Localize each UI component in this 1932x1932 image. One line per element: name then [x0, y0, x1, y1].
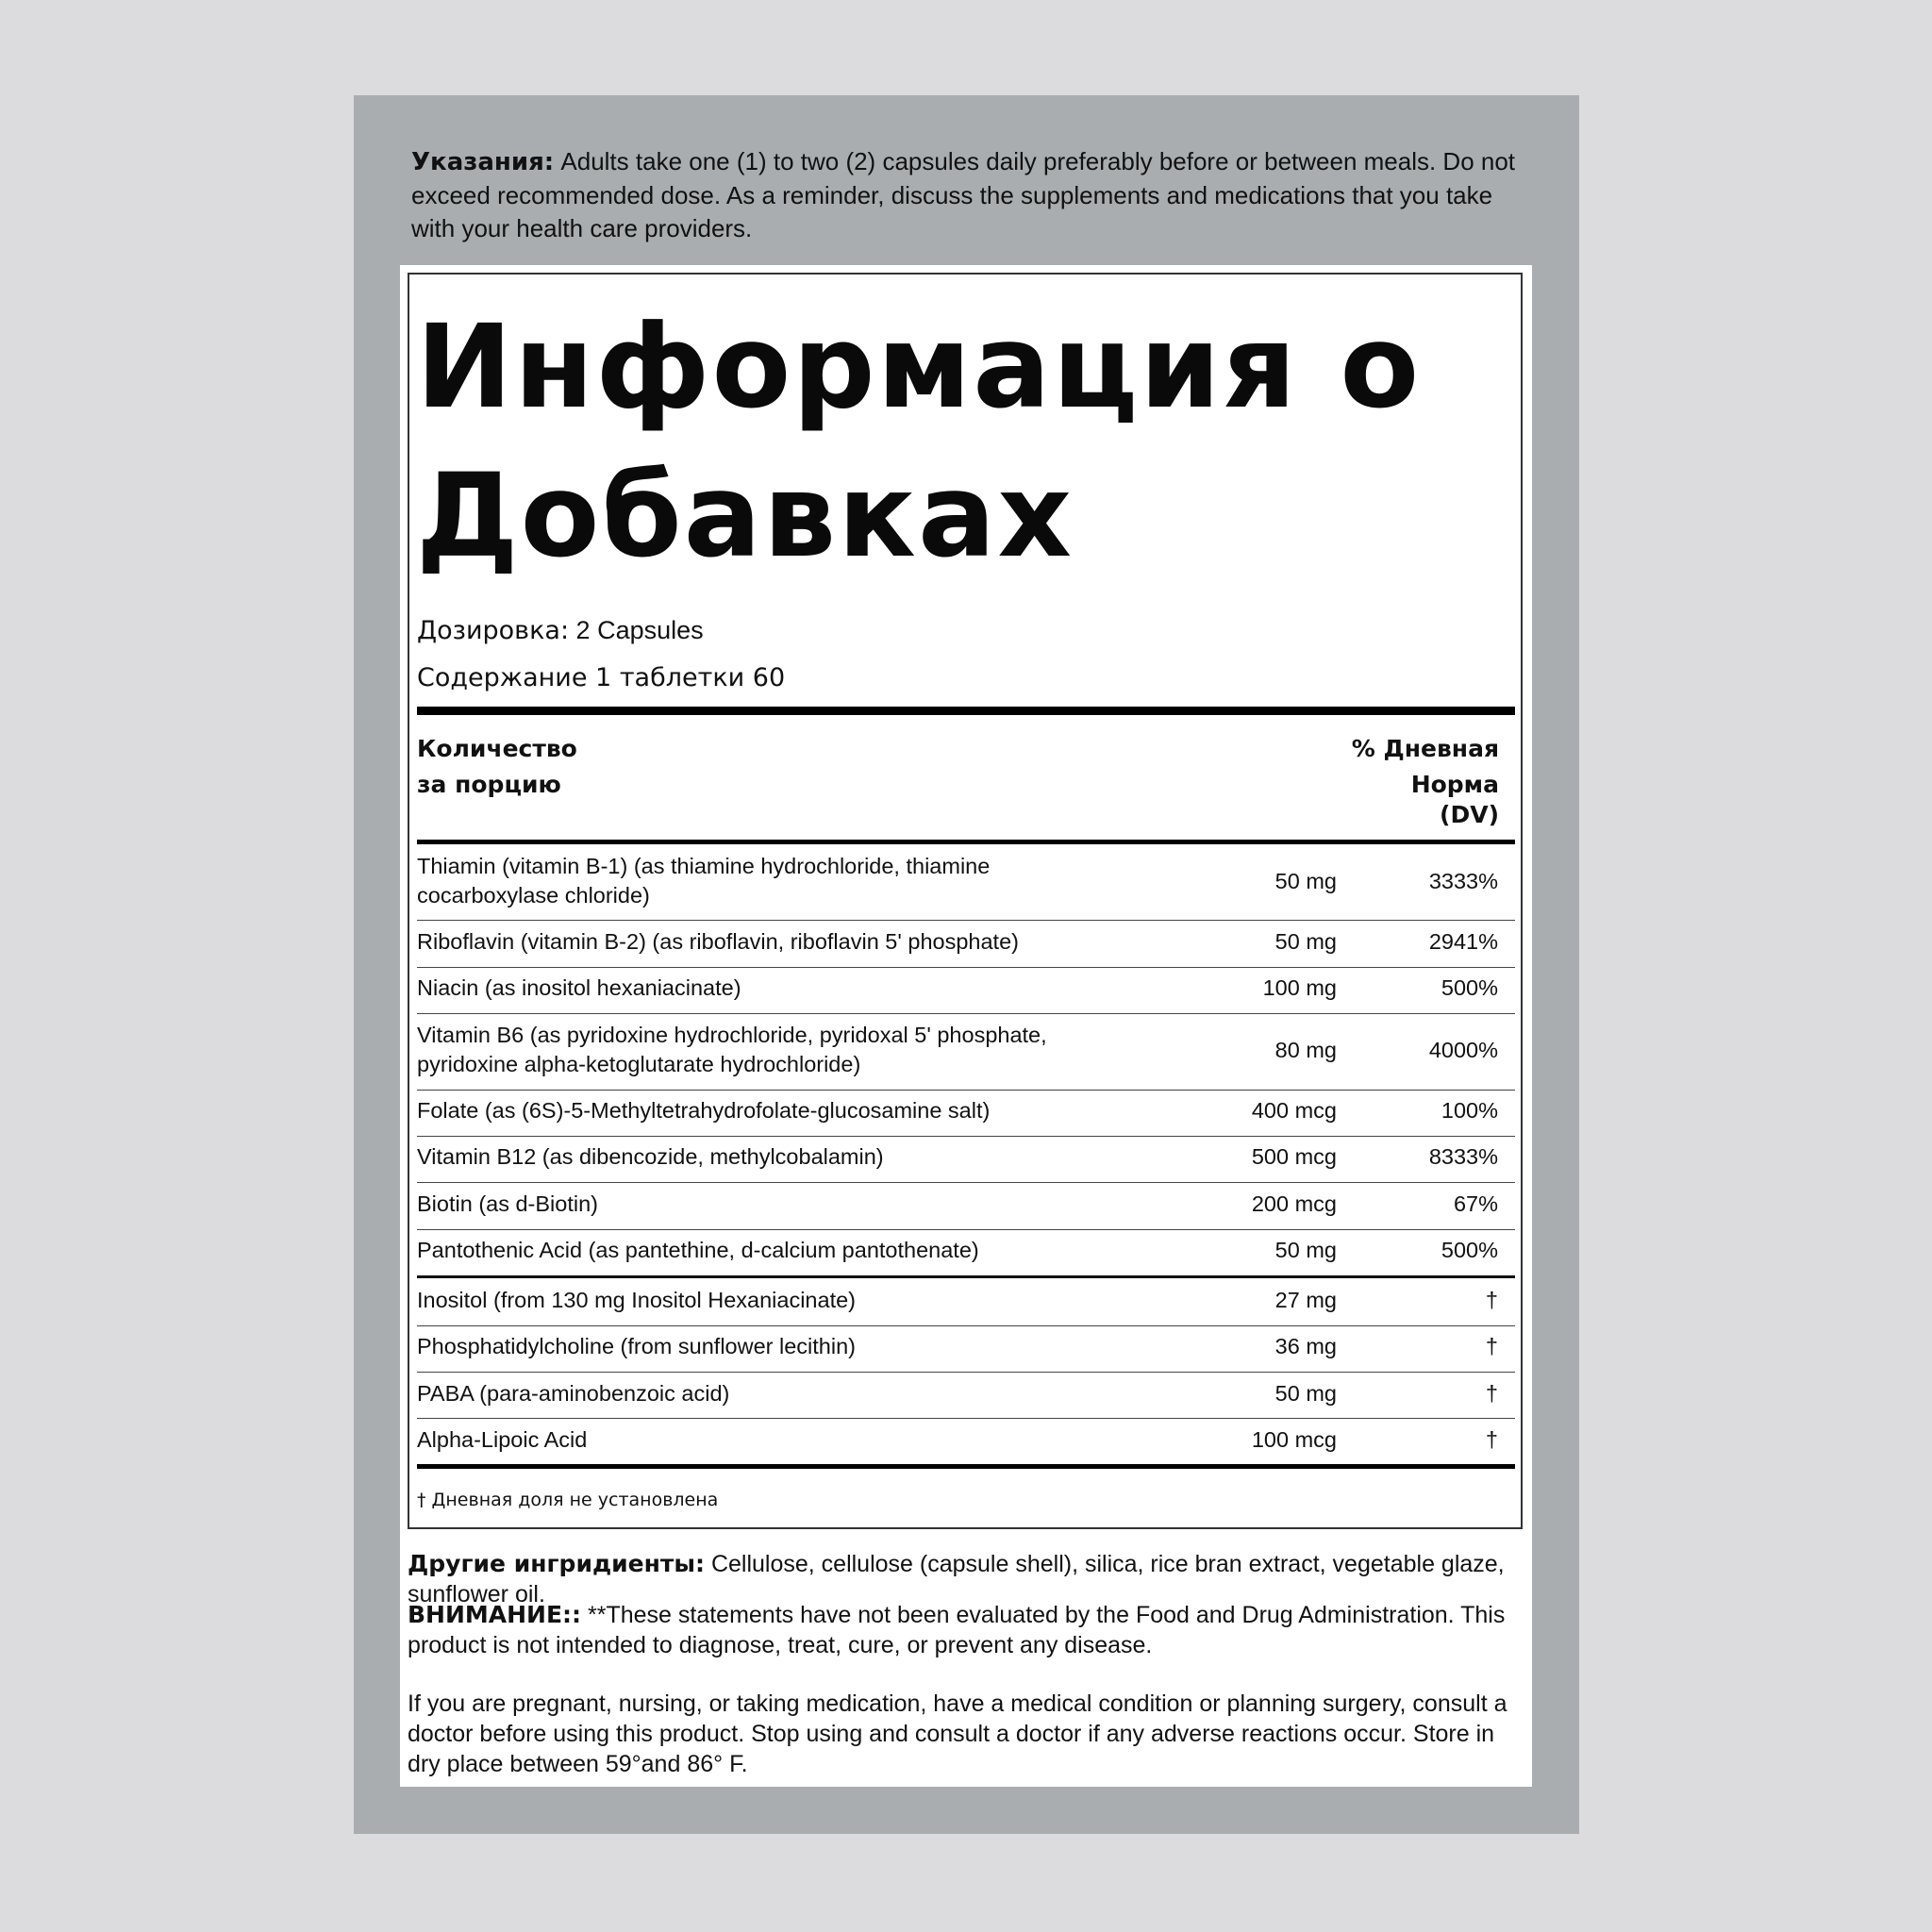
nutrient-dv: †: [1485, 1334, 1498, 1358]
directions-body: Adults take one (1) to two (2) capsules daily preferably before or between meals. Do not exceed recommended dose. As a reminder, discuss the supplements and medications that you take with your health care providers.: [411, 147, 1516, 242]
nutrient-dv: †: [1485, 1427, 1498, 1452]
nutrient-amount: 50 mg: [1274, 1238, 1337, 1262]
nutrient-amount: 200 mcg: [1251, 1191, 1337, 1216]
dv-header-line3: (DV): [1440, 801, 1499, 828]
columns-rule: [417, 840, 1515, 844]
nutrient-name: Riboflavin (vitamin B-2) (as riboflavin, riboflavin 5' phosphate): [417, 929, 1019, 954]
nutrient-amount: 100 mg: [1262, 975, 1337, 1000]
nutrient-dv: 67%: [1453, 1191, 1498, 1216]
nutrient-amount: 50 mg: [1274, 1381, 1337, 1406]
nutrient-name: Folate (as (6S)-5-Methyltetrahydrofolate-glucosamine salt): [417, 1098, 991, 1123]
nutrient-dv: 4000%: [1428, 1038, 1498, 1062]
serving-size: [417, 613, 704, 648]
directions-text: [411, 145, 1524, 245]
other-ingredients-label: Другие ингридиенты:: [408, 1550, 705, 1577]
nutrient-amount: 500 mcg: [1251, 1144, 1337, 1169]
nutrient-amount: 100 mcg: [1251, 1427, 1337, 1452]
daily-value-header: [1310, 731, 1499, 827]
warning-text: **These statements have not been evaluated by the Food and Drug Administration. This product is not intended to diagnose, treat, cure, or prevent any disease.: [408, 1602, 1506, 1658]
header-rule-thick: [417, 707, 1515, 715]
nutrient-amount: 50 mg: [1274, 869, 1337, 893]
nutrient-amount: 27 mg: [1274, 1288, 1337, 1312]
row-divider: [417, 1372, 1515, 1373]
nutrient-dv: 2941%: [1428, 929, 1498, 954]
row-divider: [417, 1418, 1515, 1419]
nutrient-amount: 50 mg: [1274, 929, 1337, 954]
section-divider: [417, 1275, 1515, 1278]
row-divider: [417, 1136, 1515, 1137]
caution-statement: If you are pregnant, nursing, or taking medication, have a medical condition or planning surgery, consult a doctor before using this product. Stop using and consult a doctor if any adverse reactions occur. Store in dry place between 59°and 86° F.: [408, 1690, 1507, 1777]
nutrient-amount: 80 mg: [1274, 1038, 1337, 1062]
nutrient-dv: †: [1485, 1381, 1498, 1406]
amount-per-serving-header: [417, 731, 700, 803]
nutrient-name: Alpha-Lipoic Acid: [417, 1427, 588, 1452]
row-divider: [417, 1013, 1515, 1014]
nutrient-name: Inositol (from 130 mg Inositol Hexaniacinate): [417, 1288, 856, 1312]
nutrient-dv: 3333%: [1428, 869, 1498, 893]
directions-label: Указания:: [411, 148, 555, 176]
amount-header-line2: за порцию: [417, 771, 561, 798]
nutrient-name: Vitamin B6 (as pyridoxine hydrochloride, pyridoxal 5' phosphate, pyridoxine alpha-ketoglutarate hydrochloride): [417, 1023, 1047, 1076]
nutrient-name: Pantothenic Acid (as pantethine, d-calcium pantothenate): [417, 1238, 979, 1262]
facts-title-line1: Информация о: [416, 300, 1422, 434]
dv-header-line1: % Дневная: [1351, 735, 1499, 762]
nutrient-dv: 500%: [1441, 1238, 1498, 1262]
row-divider: [417, 1182, 1515, 1183]
nutrient-dv: 8333%: [1428, 1144, 1498, 1169]
row-divider: [417, 1090, 1515, 1091]
nutrient-name: Vitamin B12 (as dibencozide, methylcobalamin): [417, 1144, 884, 1169]
servings-value: 60: [744, 663, 786, 692]
amount-header-line1: Количество: [417, 735, 577, 762]
row-divider: [417, 920, 1515, 921]
dv-header-line2: Норма: [1410, 771, 1499, 798]
nutrient-name: Niacin (as inositol hexaniacinate): [417, 975, 741, 1000]
nutrient-name: Biotin (as d-Biotin): [417, 1191, 598, 1216]
row-divider: [417, 967, 1515, 968]
nutrient-amount: 36 mg: [1274, 1334, 1337, 1358]
serving-size-label: Дозировка:: [417, 616, 570, 645]
other-ingredients-text: Cellulose, cellulose (capsule shell), silica, rice bran extract, vegetable glaze, sunflower oil.: [408, 1551, 1505, 1607]
dv-footnote: † Дневная доля не установлена: [417, 1490, 719, 1510]
servings-per-container: [417, 661, 785, 695]
serving-size-value: 2 Capsules: [569, 616, 704, 644]
nutrient-dv: †: [1485, 1288, 1498, 1312]
facts-title: [416, 292, 1510, 591]
footer-rule: [417, 1464, 1515, 1469]
warning-label: ВНИМАНИЕ::: [408, 1601, 582, 1628]
servings-label: Содержание 1 таблетки: [417, 663, 745, 692]
nutrient-dv: 500%: [1441, 975, 1498, 1000]
nutrient-name: Thiamin (vitamin B-1) (as thiamine hydrochloride, thiamine cocarboxylase chloride): [417, 854, 991, 908]
warning-statement: [408, 1600, 1530, 1660]
row-divider: [417, 1229, 1515, 1230]
nutrient-name: PABA (para-aminobenzoic acid): [417, 1381, 730, 1406]
nutrient-amount: 400 mcg: [1251, 1098, 1337, 1123]
facts-title-line2: Добавках: [416, 449, 1074, 583]
nutrient-dv: 100%: [1441, 1098, 1498, 1123]
nutrient-name: Phosphatidylcholine (from sunflower lecithin): [417, 1334, 856, 1358]
row-divider: [417, 1325, 1515, 1326]
